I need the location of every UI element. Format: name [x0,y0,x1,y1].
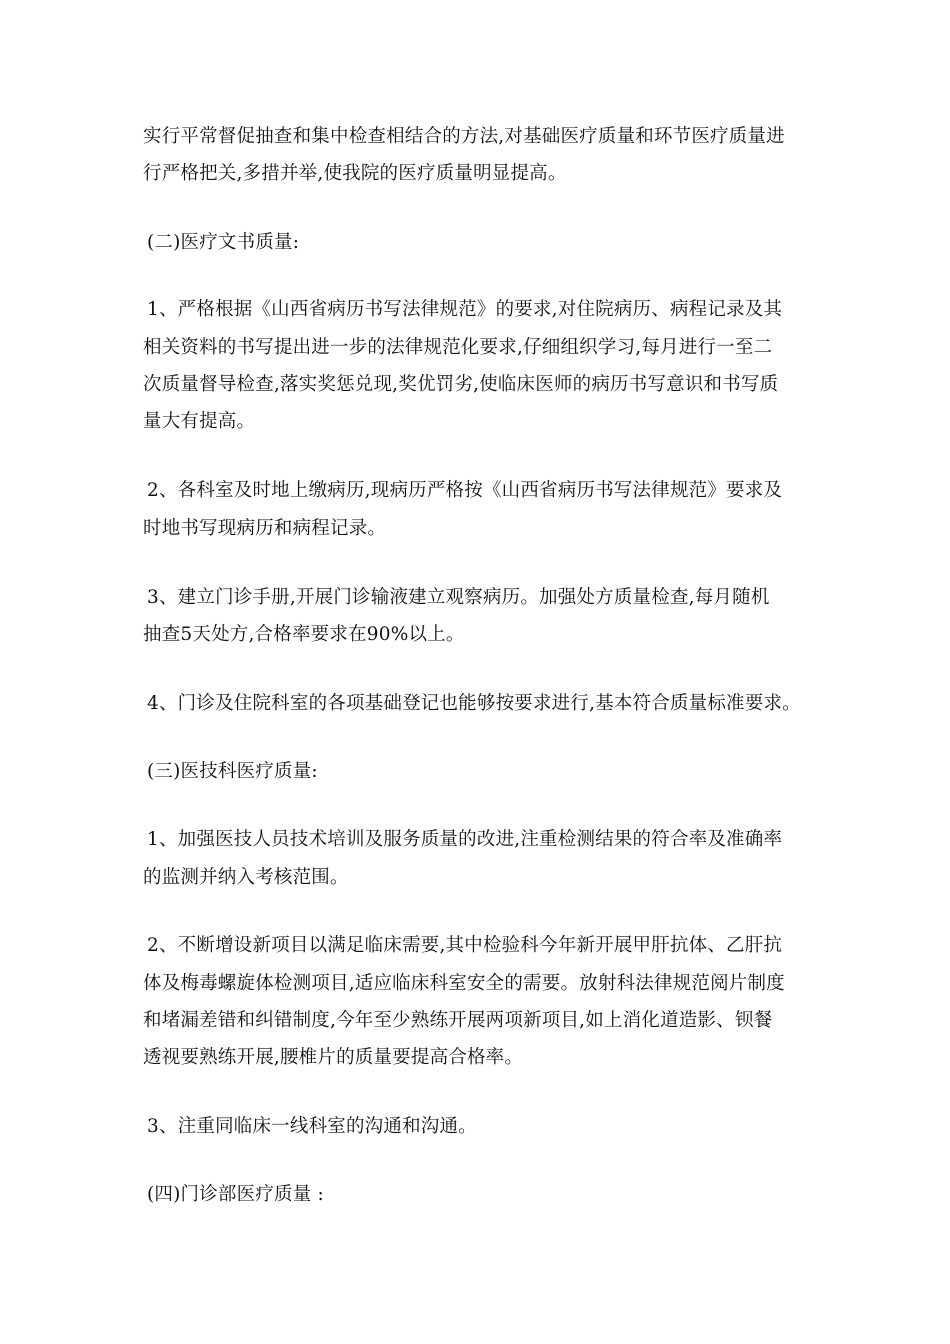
paragraph-line: 量大有提高。 [143,411,256,432]
section-heading: (四)门诊部医疗质量 : [147,1184,324,1205]
paragraph-line: 3、建立门诊手册,开展门诊输液建立观察病历。加强处方质量检查,每月随机 [147,587,770,608]
paragraph-line: 相关资料的书写提出进一步的法律规范化要求,仔细组织学习,每月进行一至二 [143,337,773,358]
paragraph-line: 1、严格根据《山西省病历书写法律规范》的要求,对住院病历、病程记录及其 [147,299,783,320]
paragraph-line: 次质量督导检查,落实奖惩兑现,奖优罚劣,使临床医师的病历书写意识和书写质 [143,374,779,395]
paragraph-line: 实行平常督促抽查和集中检查相结合的方法,对基础医疗质量和环节医疗质量进 [143,126,785,147]
paragraph-line: 2、各科室及时地上缴病历,现病历严格按《山西省病历书写法律规范》要求及 [147,480,783,501]
paragraph-line: 时地书写现病历和病程记录。 [143,518,387,539]
paragraph-line: 和堵漏差错和纠错制度,今年至少熟练开展两项新项目,如上消化道造影、钡餐 [143,1010,773,1031]
paragraph-line: 行严格把关,多措并举,使我院的医疗质量明显提高。 [143,163,567,184]
paragraph-line: 体及梅毒螺旋体检测项目,适应临床科室安全的需要。放射科法律规范阅片制度 [143,973,785,994]
paragraph-line: 1、加强医技人员技术培训及服务质量的改进,注重检测结果的符合率及准确率 [147,829,783,850]
paragraph-line: 2、不断增设新项目以满足临床需要,其中检验科今年新开展甲肝抗体、乙肝抗 [147,935,783,956]
paragraph-line: 透视要熟练开展,腰椎片的质量要提高合格率。 [143,1047,524,1068]
paragraph-line: 的监测并纳入考核范围。 [143,867,349,888]
paragraph-line: 4、门诊及住院科室的各项基础登记也能够按要求进行,基本符合质量标准要求。 [147,693,801,714]
paragraph-line: 3、注重同临床一线科室的沟通和沟通。 [147,1116,477,1137]
paragraph-line: 抽查5天处方,合格率要求在90%以上。 [143,624,465,645]
section-heading: (二)医疗文书质量: [147,232,300,253]
section-heading: (三)医技科医疗质量: [147,761,318,782]
